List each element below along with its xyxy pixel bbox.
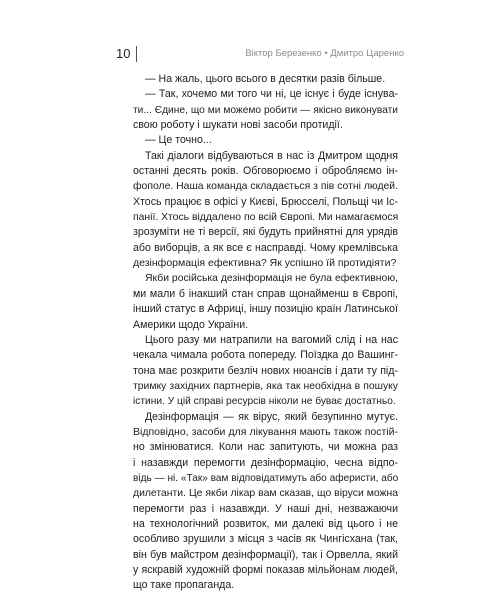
text-line: ти... Єдине, що ми можемо робити — якісно виконувати bbox=[133, 104, 398, 116]
text-line: фополе. Наша команда складається з пів сотні людей. bbox=[133, 181, 398, 193]
text-line: — Це точно... bbox=[145, 134, 212, 147]
page-header bbox=[116, 46, 404, 62]
text-line: інший статус в Африці, іншу позицію країн Латинської bbox=[133, 303, 398, 316]
text-line: Якби російська дезінформація не була ефективною, bbox=[145, 273, 398, 285]
page-number: 10 bbox=[116, 46, 131, 61]
text-line: Америки щодо України. bbox=[133, 318, 249, 331]
text-line: і назавжди перемогти дезінформацію, чесна відпо- bbox=[133, 456, 398, 469]
text-line: дезінформація ефективна? Як успішно їй протидіяти? bbox=[133, 257, 397, 270]
text-line: — Так, хочемо ми того чи ні, це існує і буде існува- bbox=[145, 88, 398, 101]
running-head: Віктор Березенко • Дмитро Царенко bbox=[245, 48, 404, 59]
text-line: перемогти раз і назавжди. У наші дні, незважаючи bbox=[133, 502, 398, 515]
text-line: Відповідно, засоби для лікування мають також постій- bbox=[133, 425, 398, 438]
text-line: на технологічний розвиток, ми далекі від цього і не bbox=[133, 517, 398, 530]
text-line: панії. Хтось віддалено по всій Європі. Ми намагаємося bbox=[133, 212, 399, 224]
body-text bbox=[133, 72, 398, 594]
text-line: свою роботу і шукати нові засоби протидії. bbox=[133, 119, 343, 132]
text-line: зрозуміти не ті версії, які будуть прийнятні для урядів bbox=[133, 226, 398, 239]
text-line: він був майстром дезінформації), так і Орвелла, який bbox=[133, 548, 398, 561]
header-divider bbox=[136, 46, 137, 62]
text-line: — На жаль, цього всього в десятки разів більше. bbox=[145, 73, 386, 85]
text-line: тримку західних партнерів, яка так необхідна в пошуку bbox=[133, 380, 398, 392]
text-line: у яскравій художній формі показав мільйонам людей, bbox=[133, 564, 398, 576]
text-line: відь — ні. «Так» вам відповідатимуть або аферисти, або bbox=[133, 472, 399, 484]
text-line: ми мали б інакший стан справ щонайменш в Європі, bbox=[133, 287, 398, 300]
text-line: дилетанти. Це якби лікар вам сказав, що віруси можна bbox=[133, 488, 398, 500]
text-line: Дезінформація — як вірус, який безупинно мутує. bbox=[145, 410, 398, 423]
text-line: Такі діалоги відбуваються в нас із Дмитром щодня bbox=[145, 149, 398, 162]
text-line: чекала чимала робота попереду. Поїздка до Вашинг- bbox=[133, 349, 398, 362]
text-line: останні десять років. Обговорюємо і обробляємо ін- bbox=[133, 165, 398, 178]
text-line: істини. У цій справі ресурсів ніколи не буває достатньо. bbox=[133, 396, 396, 408]
text-line: Цього разу ми натрапили на вагомий слід і на нас bbox=[145, 333, 398, 346]
text-line: або виборців, а як все є насправді. Чому кремлівська bbox=[133, 241, 398, 254]
text-line: но змінюватися. Коли нас запитують, чи можна раз bbox=[133, 441, 398, 454]
text-line: тона має розкрити безліч нових нюансів і дати ту під- bbox=[133, 364, 398, 377]
text-line: особливо зрушили з місця з часів як Чингісхана (так, bbox=[133, 533, 398, 546]
text-line: Хтось працює в офісі у Києві, Брюсселі, Польщі чи Іс- bbox=[133, 195, 398, 208]
text-line: що таке пропаганда. bbox=[133, 579, 235, 592]
